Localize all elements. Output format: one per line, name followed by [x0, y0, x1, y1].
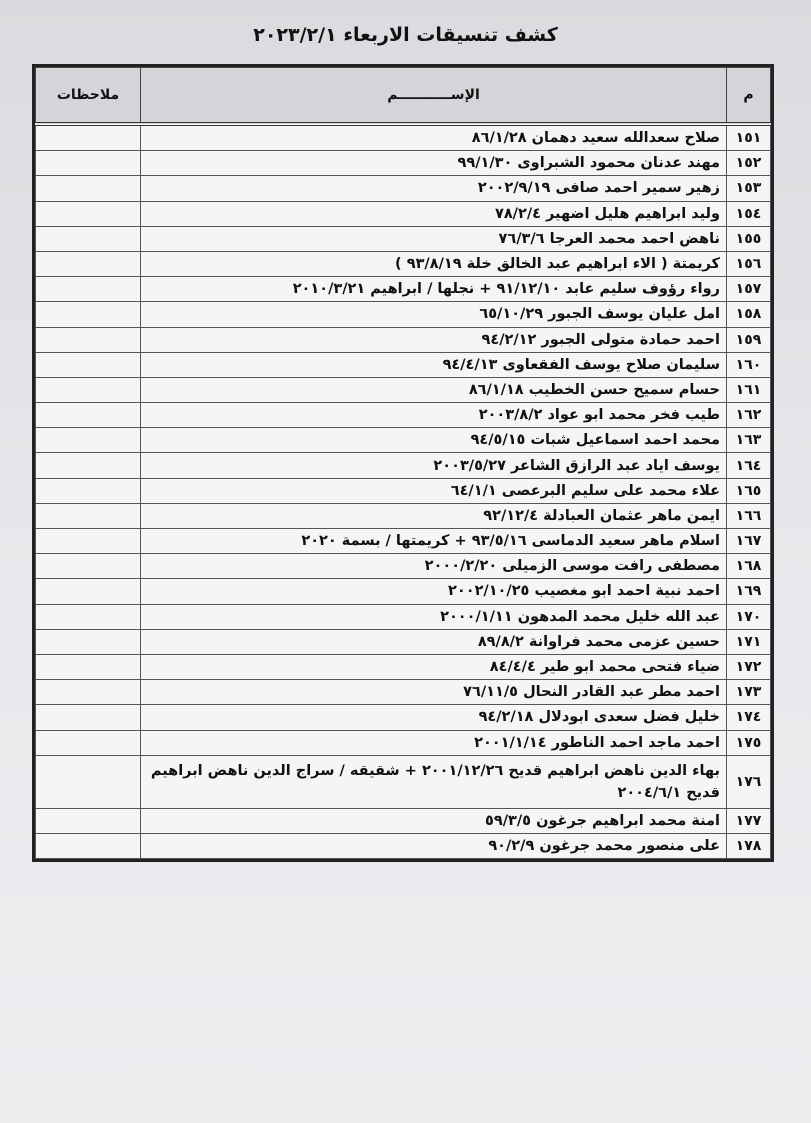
row-notes [36, 151, 141, 176]
row-number: ١٧٣ [727, 680, 771, 705]
table-row [36, 629, 771, 654]
row-number: ١٥٥ [727, 226, 771, 251]
row-notes [36, 352, 141, 377]
row-notes [36, 478, 141, 503]
table-row [36, 654, 771, 679]
row-number: ١٥٧ [727, 277, 771, 302]
row-number: ١٧١ [727, 629, 771, 654]
row-number: ١٥١ [727, 124, 771, 151]
row-name: علاء محمد على سليم البرعصى ٦٤/١/١ [141, 478, 727, 503]
row-number: ١٥٢ [727, 151, 771, 176]
table-row [36, 705, 771, 730]
row-notes [36, 277, 141, 302]
table-row [36, 124, 771, 151]
row-notes [36, 654, 141, 679]
row-notes [36, 226, 141, 251]
row-name: طيب فخر محمد ابو عواد ٢٠٠٣/٨/٢ [141, 403, 727, 428]
row-name: محمد احمد اسماعيل شبات ٩٤/٥/١٥ [141, 428, 727, 453]
table-row [36, 730, 771, 755]
row-number: ١٥٦ [727, 251, 771, 276]
row-name: بهاء الدين ناهض ابراهيم قديح ٢٠٠١/١٢/٢٦ + شقيقه / سراج الدين ناهض ابراهيم قديح ٢٠٠٤/٦/١ [141, 755, 727, 808]
table-row [36, 453, 771, 478]
row-name: ايمن ماهر عثمان العبادلة ٩٢/١٢/٤ [141, 503, 727, 528]
row-name: وليد ابراهيم هليل اضهير ٧٨/٢/٤ [141, 201, 727, 226]
row-name: حسام سميح حسن الخطيب ٨٦/١/١٨ [141, 377, 727, 402]
row-name: كريمتة ( الاء ابراهيم عبد الخالق خلة ٩٣/٨/١٩ ) [141, 251, 727, 276]
row-number: ١٦١ [727, 377, 771, 402]
table-row [36, 478, 771, 503]
row-name: ناهض احمد محمد العرجا ٧٦/٣/٦ [141, 226, 727, 251]
row-notes [36, 808, 141, 833]
table-row [36, 755, 771, 808]
table-row [36, 808, 771, 833]
row-number: ١٥٣ [727, 176, 771, 201]
row-number: ١٧٨ [727, 833, 771, 858]
table-row [36, 428, 771, 453]
row-number: ١٧٥ [727, 730, 771, 755]
row-notes [36, 403, 141, 428]
row-name: اسلام ماهر سعيد الدماسى ٩٣/٥/١٦ + كريمتها / بسمة ٢٠٢٠ [141, 529, 727, 554]
table-row [36, 503, 771, 528]
table-row [36, 604, 771, 629]
row-name: احمد ماجد احمد الناطور ٢٠٠١/١/١٤ [141, 730, 727, 755]
row-number: ١٦٦ [727, 503, 771, 528]
table-row [36, 352, 771, 377]
row-name: مصطفى رافت موسى الزميلى ٢٠٠٠/٢/٢٠ [141, 554, 727, 579]
column-header-name: الإســـــــــــم [141, 68, 727, 125]
row-name: حسين عزمى محمد فراوانة ٨٩/٨/٢ [141, 629, 727, 654]
row-name: مهند عدنان محمود الشبراوى ٩٩/١/٣٠ [141, 151, 727, 176]
row-number: ١٧٦ [727, 755, 771, 808]
row-notes [36, 529, 141, 554]
row-notes [36, 428, 141, 453]
row-number: ١٥٩ [727, 327, 771, 352]
row-number: ١٦٩ [727, 579, 771, 604]
row-name: احمد نبية احمد ابو مغصيب ٢٠٠٢/١٠/٢٥ [141, 579, 727, 604]
row-notes [36, 453, 141, 478]
row-notes [36, 604, 141, 629]
row-notes [36, 554, 141, 579]
table-row [36, 377, 771, 402]
row-name: صلاح سعدالله سعيد دهمان ٨٦/١/٢٨ [141, 124, 727, 151]
row-name: زهير سمير احمد صافى ٢٠٠٢/٩/١٩ [141, 176, 727, 201]
table-row [36, 151, 771, 176]
row-notes [36, 629, 141, 654]
row-number: ١٦٤ [727, 453, 771, 478]
table-row [36, 403, 771, 428]
table-row [36, 201, 771, 226]
row-notes [36, 755, 141, 808]
row-notes [36, 377, 141, 402]
row-name: على منصور محمد جرغون ٩٠/٢/٩ [141, 833, 727, 858]
row-notes [36, 680, 141, 705]
table-row [36, 529, 771, 554]
row-name: احمد حمادة متولى الجبور ٩٤/٢/١٢ [141, 327, 727, 352]
table-row [36, 251, 771, 276]
row-number: ١٦٣ [727, 428, 771, 453]
table-row [36, 579, 771, 604]
row-number: ١٥٤ [727, 201, 771, 226]
table-row [36, 226, 771, 251]
row-number: ١٧٧ [727, 808, 771, 833]
names-table [35, 67, 771, 859]
row-name: سليمان صلاح يوسف الفقعاوى ٩٤/٤/١٣ [141, 352, 727, 377]
row-name: ضياء فتحى محمد ابو طير ٨٤/٤/٤ [141, 654, 727, 679]
row-notes [36, 327, 141, 352]
column-header-notes: ملاحظات [36, 68, 141, 125]
table-row [36, 327, 771, 352]
row-number: ١٧٠ [727, 604, 771, 629]
row-notes [36, 176, 141, 201]
row-notes [36, 251, 141, 276]
table-row [36, 680, 771, 705]
row-name: خليل فضل سعدى ابودلال ٩٤/٢/١٨ [141, 705, 727, 730]
row-number: ١٦٠ [727, 352, 771, 377]
table-header-row [36, 68, 771, 125]
row-name: احمد مطر عبد القادر النحال ٧٦/١١/٥ [141, 680, 727, 705]
table-row [36, 277, 771, 302]
row-notes [36, 302, 141, 327]
row-number: ١٥٨ [727, 302, 771, 327]
row-name: عبد الله خليل محمد المدهون ٢٠٠٠/١/١١ [141, 604, 727, 629]
row-name: امل عليان يوسف الجبور ٦٥/١٠/٢٩ [141, 302, 727, 327]
table-row [36, 302, 771, 327]
names-table-frame [32, 64, 774, 862]
row-number: ١٧٤ [727, 705, 771, 730]
row-number: ١٦٨ [727, 554, 771, 579]
table-row [36, 176, 771, 201]
row-name: رواء رؤوف سليم عابد ٩١/١٢/١٠ + نجلها / ابراهيم ٢٠١٠/٣/٢١ [141, 277, 727, 302]
table-row [36, 554, 771, 579]
row-number: ١٧٢ [727, 654, 771, 679]
table-row [36, 833, 771, 858]
row-name: يوسف اياد عبد الرازق الشاعر ٢٠٠٣/٥/٢٧ [141, 453, 727, 478]
row-number: ١٦٢ [727, 403, 771, 428]
row-number: ١٦٥ [727, 478, 771, 503]
row-notes [36, 503, 141, 528]
row-notes [36, 201, 141, 226]
row-name: امنة محمد ابراهيم جرغون ٥٩/٣/٥ [141, 808, 727, 833]
row-notes [36, 579, 141, 604]
page-title: كشف تنسيقات الاربعاء ٢٠٢٣/٢/١ [253, 24, 558, 46]
row-notes [36, 833, 141, 858]
column-header-number: م [727, 68, 771, 125]
row-notes [36, 705, 141, 730]
row-number: ١٦٧ [727, 529, 771, 554]
row-notes [36, 730, 141, 755]
row-notes [36, 124, 141, 151]
